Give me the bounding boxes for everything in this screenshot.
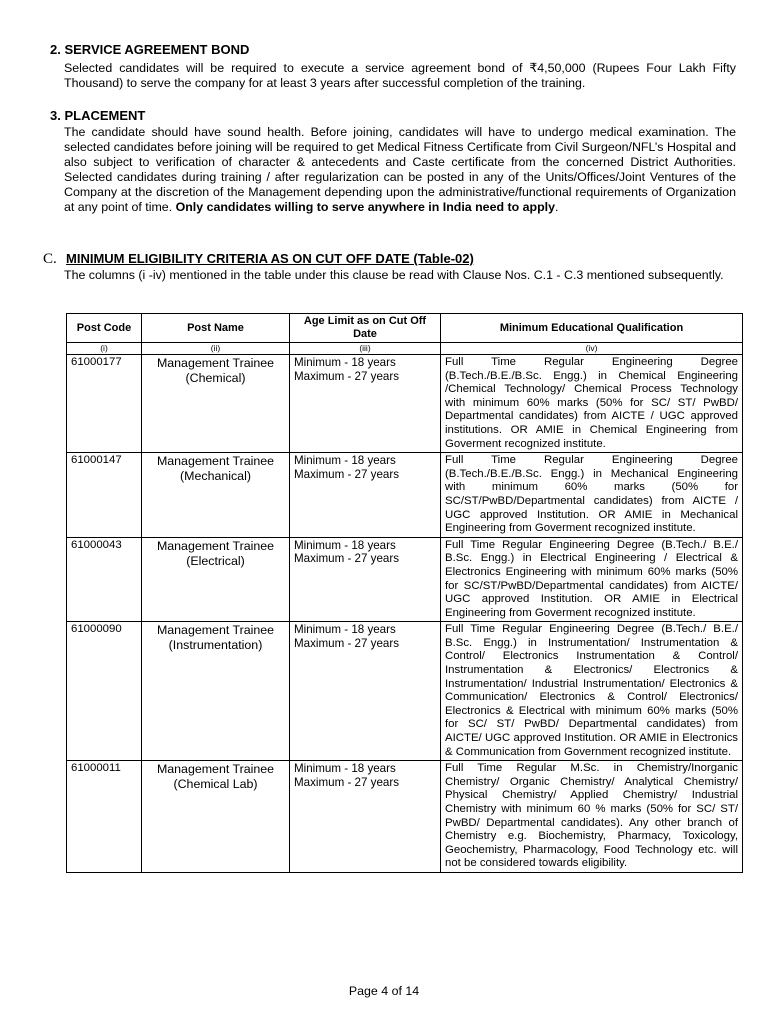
section-letter-c: C. bbox=[43, 251, 57, 267]
age-limit bbox=[290, 761, 441, 873]
header-age-limit: Age Limit as on Cut Off Date bbox=[290, 314, 441, 343]
section-heading-placement: 3. PLACEMENT bbox=[50, 108, 146, 123]
post-name bbox=[142, 622, 290, 761]
age-limit bbox=[290, 537, 441, 622]
post-name-discipline: (Electrical) bbox=[186, 553, 245, 568]
qualification: Full Time Regular M.Sc. in Chemistry/Inorganic Chemistry/ Organic Chemistry/ Analytical Chemistry/ Physical Chemistry/ Applied Chemistry/ Industrial Chemistry with minimum 60 % marks (50% for SC/ ST/ PwBD/ Departmental candidates). Any other branch of Chemistry e.g. Biochemistry, Pharmacy, Toxicology, Geochemistry, Pharmacology, Food Technology etc. will not be considered towards eligibility. bbox=[441, 761, 743, 873]
column-number: (iv) bbox=[441, 343, 743, 355]
placement-bold-note: Only candidates willing to serve anywhere in India need to apply bbox=[175, 200, 555, 214]
post-name bbox=[142, 453, 290, 538]
page-number: Page 4 of 14 bbox=[348, 984, 420, 998]
post-code: 61000011 bbox=[67, 761, 142, 873]
age-minimum: Minimum - 18 years bbox=[294, 454, 396, 468]
section-heading-service-bond: 2. SERVICE AGREEMENT BOND bbox=[50, 42, 250, 57]
header-post-name: Post Name bbox=[142, 314, 290, 343]
qualification: Full Time Regular Engineering Degree (B.Tech./ B.E./ B.Sc. Engg.) in Electrical Engineering / Electrical & Electronics Engineering with minimum 60% marks (50% for SC/ST/PwBD/Departmental candidates) from AICTE/ UGC approved Institution. OR AMIE in Electrical Engineering from Goverment recognized institute. bbox=[441, 537, 743, 622]
qualification: Full Time Regular Engineering Degree (B.Tech./B.E./B.Sc. Engg.) in Mechanical Engineering with minimum 60% marks (50% for SC/ST/PwBD/Departmental candidates) from AICTE / UGC approved Institution. OR AMIE in Mechanical Engineering from Goverment recognized institute. bbox=[441, 453, 743, 538]
post-name-discipline: (Mechanical) bbox=[180, 469, 251, 484]
post-name bbox=[142, 355, 290, 453]
post-code: 61000177 bbox=[67, 355, 142, 453]
post-name-line: Management Trainee bbox=[156, 762, 275, 777]
post-code: 61000043 bbox=[67, 537, 142, 622]
header-qualification: Minimum Educational Qualification bbox=[441, 314, 743, 343]
age-limit bbox=[290, 453, 441, 538]
header-post-code: Post Code bbox=[67, 314, 142, 343]
placement-end: . bbox=[554, 200, 559, 214]
age-maximum: Maximum - 27 years bbox=[294, 636, 400, 650]
service-bond-text: Selected candidates will be required to execute a service agreement bond of ₹4,50,000 (Rupees Four Lakh Fifty Thousand) to serve the company for at least 3 years after successful completion of the training. bbox=[64, 61, 736, 90]
post-name-line: Management Trainee bbox=[156, 356, 275, 370]
post-name bbox=[142, 761, 290, 873]
table-row bbox=[67, 537, 743, 622]
table-row bbox=[67, 355, 743, 453]
post-name-line: Management Trainee bbox=[156, 623, 275, 638]
age-limit bbox=[290, 622, 441, 761]
eligibility-intro: The columns (i -iv) mentioned in the table under this clause be read with Clause Nos. C.1 - C.3 mentioned subsequently. bbox=[64, 268, 724, 282]
table-row bbox=[67, 622, 743, 761]
eligibility-table bbox=[66, 313, 743, 873]
post-name-discipline: (Chemical Lab) bbox=[173, 777, 258, 792]
post-code: 61000147 bbox=[67, 453, 142, 538]
column-number: (iii) bbox=[290, 343, 441, 355]
section-heading-eligibility: MINIMUM ELIGIBILITY CRITERIA AS ON CUT OFF DATE (Table-02) bbox=[66, 251, 474, 266]
post-name-discipline: (Chemical) bbox=[185, 371, 246, 385]
age-limit bbox=[290, 355, 441, 453]
table-header-row bbox=[67, 314, 743, 343]
table-row bbox=[67, 453, 743, 538]
column-number: (ii) bbox=[142, 343, 290, 355]
age-minimum: Minimum - 18 years bbox=[294, 538, 396, 552]
column-number: (i) bbox=[67, 343, 142, 355]
qualification: Full Time Regular Engineering Degree (B.Tech./B.E./B.Sc. Engg.) in Chemical Engineering /Chemical Technology/ Chemical Process Technology with minimum 60% marks (50% for SC/ ST/ PwBD/ Departmental candidates) from AICTE / UGC approved institutions. OR AMIE in Chemical Engineering from Goverment recognized institute. bbox=[441, 355, 743, 453]
post-code: 61000090 bbox=[67, 622, 142, 761]
age-minimum: Minimum - 18 years bbox=[294, 356, 396, 369]
table-row bbox=[67, 761, 743, 873]
post-name-line: Management Trainee bbox=[156, 538, 275, 553]
post-name-line: Management Trainee bbox=[156, 454, 275, 469]
placement-body: The candidate should have sound health. Before joining, candidates will have to undergo medical examination. The selected candidates before joining will be required to get Medical Fitness Certificate from Civil Surgeon/NFL’s Hospital and also subject to verification of character & antecedents and Caste certificate from the concerned District Authorities. Selected candidates during training / after regularization can be posted in any of the Units/Offices/Joint Ventures of the Company at the discretion of the Management depending upon the administrative/functional requirements of Organization at any point of time. bbox=[64, 125, 736, 214]
qualification: Full Time Regular Engineering Degree (B.Tech./ B.E./ B.Sc. Engg.) in Instrumentation/ Instrumentation & Control/ Electronics Instrumentation & Control/ Instrumentation & Electronics/ Electronics & Instrumentation/ Industrial Instrumentation/ Electronics & Communication/ Electronics & Control/ Electronics/ Electronics & Electrical with minimum 60% marks (50% for SC/ ST/ PwBD/ Departmental candidates) from AICTE/ UGC approved Institution. OR AMIE in Electronics & Communication from Government recognized institute. bbox=[441, 622, 743, 761]
age-maximum: Maximum - 27 years bbox=[294, 552, 400, 566]
age-maximum: Maximum - 27 years bbox=[294, 775, 400, 789]
placement-text bbox=[64, 125, 736, 215]
age-minimum: Minimum - 18 years bbox=[294, 623, 396, 637]
age-maximum: Maximum - 27 years bbox=[294, 369, 400, 383]
post-name bbox=[142, 537, 290, 622]
table-column-numbers-row bbox=[67, 343, 743, 355]
post-name-discipline: (Instrumentation) bbox=[168, 638, 263, 653]
age-maximum: Maximum - 27 years bbox=[294, 467, 400, 481]
age-minimum: Minimum - 18 years bbox=[294, 762, 396, 776]
